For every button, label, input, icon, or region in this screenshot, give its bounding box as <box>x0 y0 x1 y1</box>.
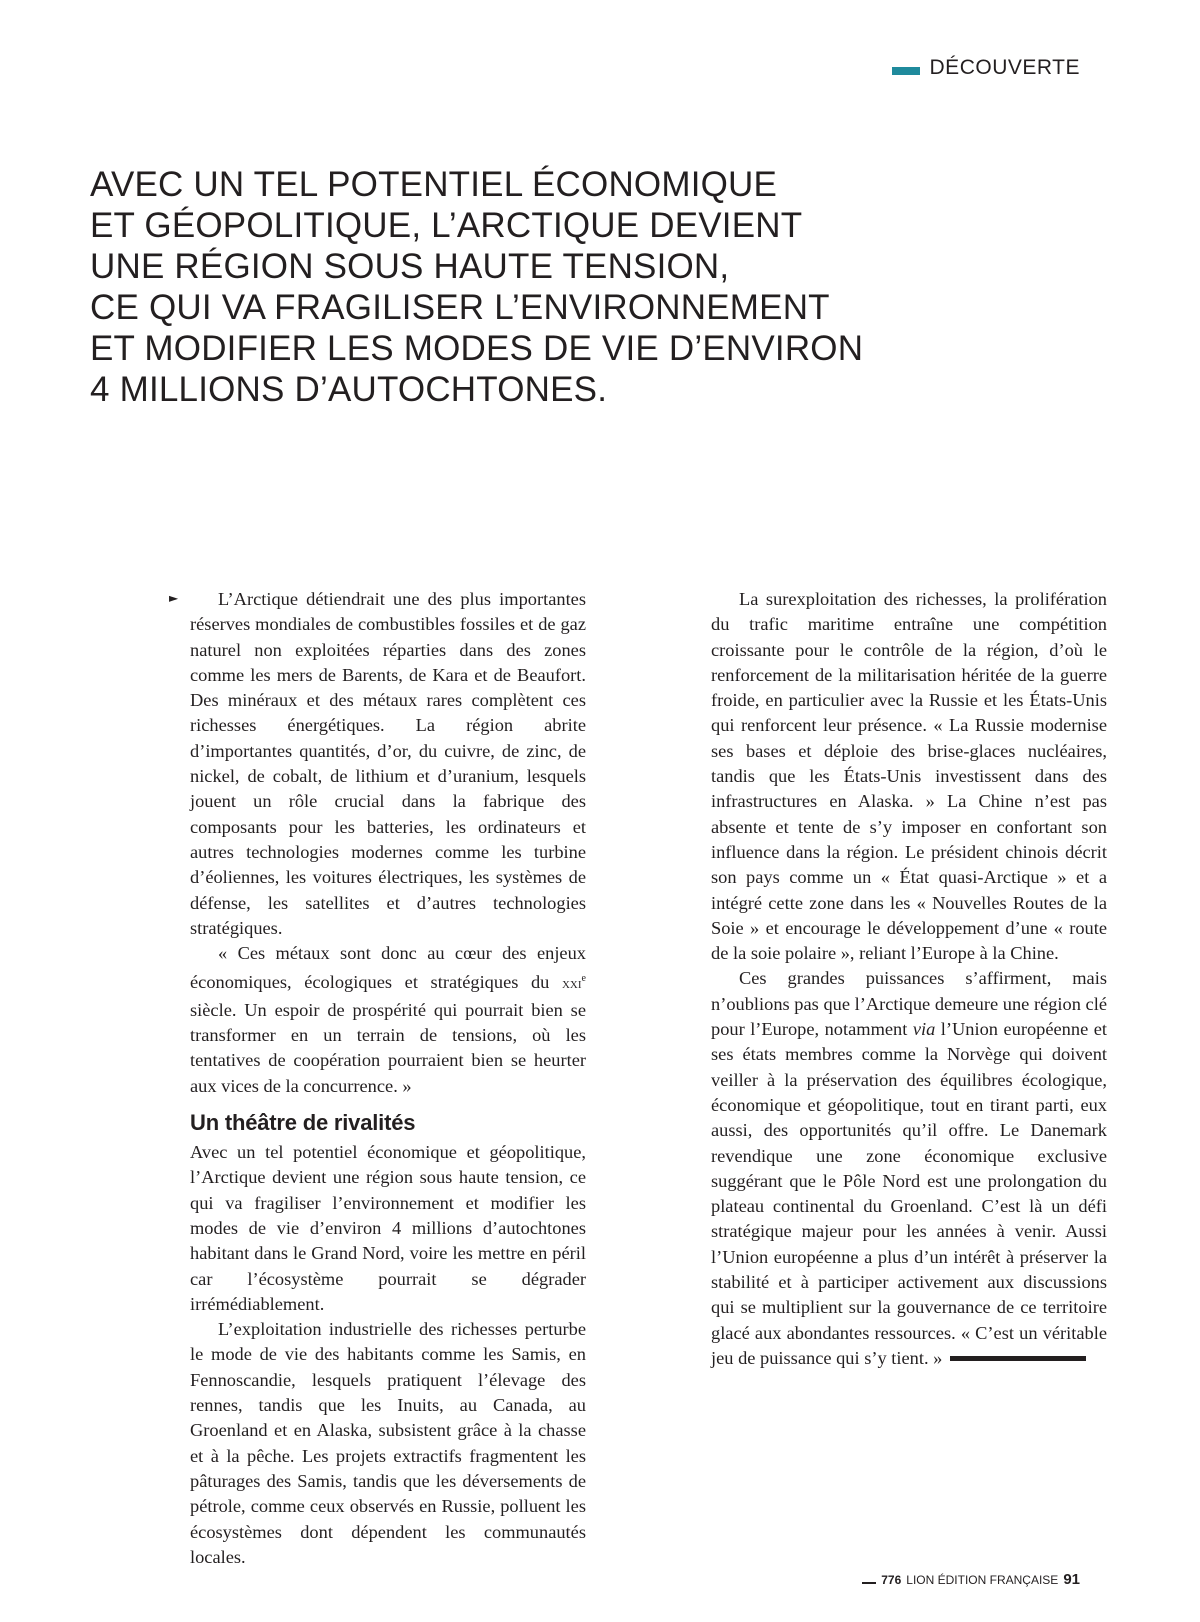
pull-quote-line: 4 MILLIONS D’AUTOCHTONES. <box>90 370 608 409</box>
paragraph: L’Arctique détiendrait une des plus importantes réserves mondiales de combustibles fossiles et de gaz naturel non exploitées réparties dans des zones comme les mers de Barents, de Kara et de Beaufort. Des minéraux et des métaux rares complètent ces richesses énergétiques. La région abrite d’importantes quantités, d’or, du cuivre, de zinc, de nickel, de cobalt, de lithium et d’uranium, lesquels jouent un rôle crucial dans la fabrique des composants pour les batteries, les ordinateurs et autres technologies modernes comme les turbine d’éoliennes, les voitures électriques, les systèmes de défense, les satellites et d’autres technologies stratégiques. <box>190 589 586 938</box>
paragraph: L’exploitation industrielle des richesses perturbe le mode de vie des habitants comme les Samis, en Fennoscandie, lesquels pratiquent l’élevage des rennes, tandis que les Inuits, au Canada, au Groenland et en Alaska, subsistent grâce à la chasse et à la pêche. Les projets extractifs fragmentent les pâturages des Samis, tandis que les déversements de pétrole, comme ceux observés en Russie, polluent les écosystèmes dont dépendent les communautés locales. <box>190 1319 586 1567</box>
footer-bar <box>862 1582 876 1584</box>
pull-quote-line: UNE RÉGION SOUS HAUTE TENSION, <box>90 247 730 286</box>
century-superscript: e <box>581 973 586 985</box>
end-of-article-rule <box>950 1356 1086 1361</box>
pull-quote-line: ET GÉOPOLITIQUE, L’ARCTIQUE DEVIENT <box>90 206 803 245</box>
issue-number: 776 <box>881 1573 902 1587</box>
pull-quote <box>90 164 864 410</box>
pull-quote-line: AVEC UN TEL POTENTIEL ÉCONOMIQUE <box>90 165 778 204</box>
publication-name: LION ÉDITION FRANÇAISE <box>906 1573 1059 1587</box>
subheading: Un théâtre de rivalités <box>190 1110 416 1136</box>
article-column-left <box>190 587 586 1570</box>
page-footer <box>862 1571 1080 1588</box>
article-column-right <box>711 587 1107 1371</box>
page-number: 91 <box>1063 1571 1080 1588</box>
start-bullet-icon: ► <box>169 591 179 605</box>
paragraph: Ces grandes puissances s’affirment, mais n’oublions pas que l’Arctique demeure une région clé pour l’Europe, notamment via l’Union européenne et ses états membres comme la Norvège qui doivent veiller à la préservation des équilibres écologique, économique et géopolitique, tout en tirant parti, eux aussi, des opportunités qu’il offre. Le Danemark revendique une zone économique exclusive suggérant que le Pôle Nord est une prolongation du plateau continental du Groenland. C’est là un défi stratégique majeur pour les années à venir. Aussi l’Union européenne a plus d’un intérêt à préserver la stabilité et à participer activement aux discussions qui se multiplient sur la gouvernance de ce territoire glacé aux abondantes ressources. « C’est un véritable jeu de puissance qui s’y tient. » <box>711 968 1107 1368</box>
century-numeral: xxi <box>561 976 582 993</box>
paragraph: Avec un tel potentiel économique et géopolitique, l’Arctique devient une région sous haute tension, ce qui va fragiliser l’environnement et modifier les modes de vie d’environ 4 millions d’autochtones habitant dans le Grand Nord, voire les mettre en péril car l’écosystème pourrait se dégrader irrémédiablement. <box>190 1142 586 1314</box>
section-tag <box>892 56 1080 80</box>
section-label: DÉCOUVERTE <box>929 56 1080 79</box>
pull-quote-line: CE QUI VA FRAGILISER L’ENVIRONNEMENT <box>90 288 830 327</box>
pull-quote-line: ET MODIFIER LES MODES DE VIE D’ENVIRON <box>90 329 864 368</box>
paragraph: La surexploitation des richesses, la prolifération du trafic maritime entraîne une compétition croissante pour le contrôle de la région, d’où le renforcement de la militarisation héritée de la guerre froide, en particulier avec la Russie et les États-Unis qui renforcent leur présence. « La Russie modernise ses bases et déploie des brise-glaces nucléaires, tandis que les États-Unis investissent dans des infrastructures en Alaska. » La Chine n’est pas absente et tente de s’y imposer en confortant son influence dans la région. Le président chinois décrit son pays comme un « État quasi-Arctique » et a intégré cette zone dans les « Nouvelles Routes de la Soie » et encourage le développement d’une « route de la soie polaire », reliant l’Europe à la Chine. <box>711 589 1107 964</box>
section-accent-bar <box>892 67 920 75</box>
italic-via: via <box>912 1019 936 1040</box>
paragraph: « Ces métaux sont donc au cœur des enjeux économiques, écologiques et stratégiques du xxi$^e$ siècle. Un espoir de prospérité qui pourrait bien se transformer en un terrain de tensions, où les tentatives de coopération pourraient bien se heurter aux vices de la concurrence. » <box>190 943 586 1096</box>
